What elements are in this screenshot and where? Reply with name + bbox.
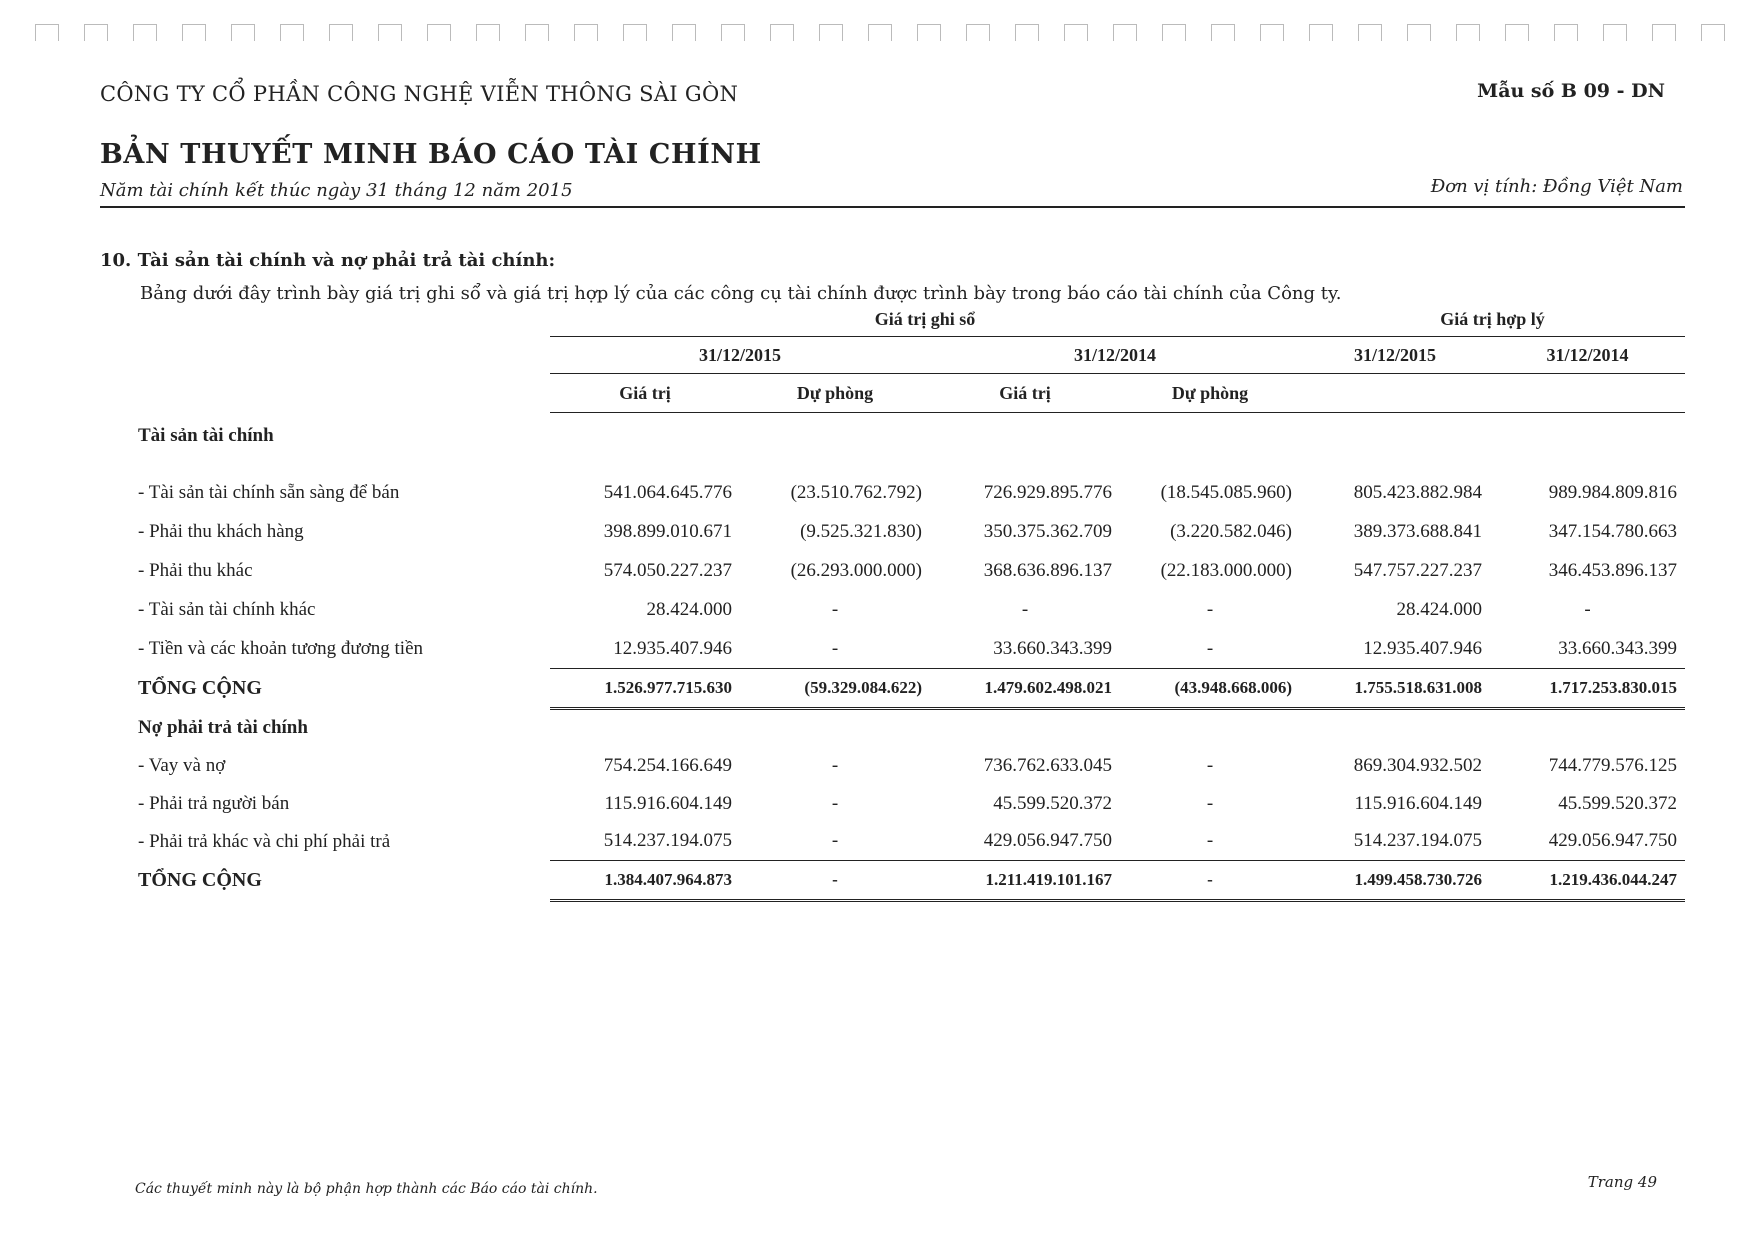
row-label: - Phải trả khác và chi phí phải trả: [138, 830, 391, 852]
cell-value-2015: 754.254.166.649: [603, 754, 732, 776]
cell-value-2015: 12.935.407.946: [550, 630, 740, 669]
cell-value-2014: 368.636.896.137: [983, 560, 1112, 581]
row-label: - Phải thu khách hàng: [138, 521, 304, 542]
assets-heading: Tài sản tài chính: [138, 424, 274, 446]
cell-value-2014: 33.660.343.399: [930, 630, 1120, 669]
total-provision-2015: (59.329.084.622): [740, 669, 930, 709]
header-sub-row: [130, 374, 1685, 413]
header-value-2015: Giá trị: [550, 374, 740, 413]
header-provision-2015: Dự phòng: [740, 374, 930, 413]
cell-fair-2015: 805.423.882.984: [1353, 481, 1483, 503]
total-fair-2015: 1.499.458.730.726: [1300, 861, 1490, 901]
cell-fair-2014: 45.599.520.372: [1558, 792, 1678, 814]
cell-value-2014: 726.929.895.776: [983, 481, 1112, 503]
cell-fair-2014: 989.984.809.816: [1548, 481, 1678, 503]
row-label: - Tài sản tài chính khác: [138, 599, 316, 620]
total-fair-2015: 1.755.518.631.008: [1300, 669, 1490, 709]
cell-fair-2015: 12.935.407.946: [1300, 630, 1490, 669]
company-name: CÔNG TY CỔ PHẦN CÔNG NGHỆ VIỄN THÔNG SÀI GÒN: [100, 82, 739, 106]
header-fair-2014: 31/12/2014: [1490, 337, 1685, 374]
cell-provision-2015: -: [740, 823, 930, 861]
cell-fair-2014: 347.154.780.663: [1548, 521, 1678, 542]
total-value-2015: 1.526.977.715.630: [550, 669, 740, 709]
financial-instruments-table: [130, 302, 1685, 902]
header-divider: [100, 206, 1685, 208]
header-fair-value: Giá trị hợp lý: [1300, 302, 1685, 337]
total-label: TỔNG CỘNG: [138, 869, 262, 891]
cell-value-2014: 429.056.947.750: [930, 823, 1120, 861]
cell-value-2014: -: [1021, 599, 1029, 620]
liabilities-heading: Nợ phải trả tài chính: [138, 716, 308, 738]
header-date-2015: 31/12/2015: [550, 337, 930, 374]
total-label: TỔNG CỘNG: [138, 677, 262, 699]
section-heading: 10. Tài sản tài chính và nợ phải trả tài chính:: [100, 250, 556, 271]
cell-value-2014: 45.599.520.372: [993, 792, 1112, 814]
header-fair-2015: 31/12/2015: [1300, 337, 1490, 374]
section-intro: Bảng dưới đây trình bày giá trị ghi sổ và giá trị hợp lý của các công cụ tài chính được trình bày trong báo cáo tài chính của Công ty.: [140, 283, 1342, 304]
total-fair-2014: 1.717.253.830.015: [1490, 669, 1685, 709]
form-number: Mẫu số B 09 - DN: [1477, 80, 1665, 102]
total-provision-2015: -: [740, 861, 930, 901]
cell-provision-2015: (26.293.000.000): [790, 560, 922, 581]
cell-provision-2015: (9.525.321.830): [800, 521, 922, 542]
cell-value-2015: 574.050.227.237: [603, 560, 732, 581]
cell-fair-2014: 744.779.576.125: [1548, 754, 1678, 776]
cell-provision-2014: -: [1206, 599, 1214, 620]
header-provision-2014: Dự phòng: [1120, 374, 1300, 413]
cell-value-2015: 398.899.010.671: [603, 521, 732, 542]
cell-fair-2015: 514.237.194.075: [1300, 823, 1490, 861]
cell-provision-2014: -: [1206, 754, 1214, 776]
currency-unit: Đơn vị tính: Đồng Việt Nam: [1430, 176, 1683, 197]
cell-provision-2015: -: [831, 792, 839, 814]
cell-value-2015: 115.916.604.149: [604, 792, 732, 814]
header-date-2014: 31/12/2014: [930, 337, 1300, 374]
liabilities-total-row: [130, 861, 1685, 901]
cell-fair-2015: 28.424.000: [1396, 599, 1483, 620]
table-row: [130, 747, 1685, 785]
cell-fair-2014: 33.660.343.399: [1490, 630, 1685, 669]
cell-value-2015: 514.237.194.075: [550, 823, 740, 861]
cell-provision-2014: -: [1206, 792, 1214, 814]
table-row: [130, 473, 1685, 513]
total-value-2015: 1.384.407.964.873: [550, 861, 740, 901]
assets-section-row: [130, 413, 1685, 473]
header-value-2014: Giá trị: [930, 374, 1120, 413]
total-value-2014: 1.479.602.498.021: [930, 669, 1120, 709]
row-label: - Tài sản tài chính sẵn sàng để bán: [138, 481, 400, 503]
fiscal-year: Năm tài chính kết thúc ngày 31 tháng 12 năm 2015: [100, 180, 573, 201]
table-row: [130, 513, 1685, 552]
document-title: BẢN THUYẾT MINH BÁO CÁO TÀI CHÍNH: [100, 139, 762, 170]
total-value-2014: 1.211.419.101.167: [930, 861, 1120, 901]
liabilities-section-row: [130, 709, 1685, 747]
table-row: [130, 823, 1685, 861]
table-row: [130, 785, 1685, 823]
cell-fair-2015: 115.916.604.149: [1354, 792, 1483, 814]
header-carrying-value: Giá trị ghi sổ: [550, 302, 1300, 337]
cell-fair-2014: -: [1584, 599, 1591, 620]
footer-note: Các thuyết minh này là bộ phận hợp thành các Báo cáo tài chính.: [135, 1181, 598, 1197]
cell-fair-2015: 389.373.688.841: [1353, 521, 1483, 542]
cell-value-2015: 541.064.645.776: [603, 481, 732, 503]
assets-total-row: [130, 669, 1685, 709]
table-row: [130, 591, 1685, 630]
total-provision-2014: -: [1120, 861, 1300, 901]
header-group-row: [130, 302, 1685, 337]
cell-provision-2014: (18.545.085.960): [1160, 481, 1293, 503]
cell-provision-2014: -: [1120, 630, 1300, 669]
row-label: - Tiền và các khoản tương đương tiền: [138, 638, 424, 659]
row-label: - Vay và nợ: [138, 754, 226, 776]
punch-hole-strip: [35, 24, 1725, 41]
cell-provision-2014: (22.183.000.000): [1160, 560, 1293, 581]
header-date-row: [130, 337, 1685, 374]
cell-provision-2015: -: [831, 754, 839, 776]
cell-provision-2015: -: [831, 599, 839, 620]
cell-fair-2015: 547.757.227.237: [1353, 560, 1483, 581]
table-row: [130, 630, 1685, 669]
table-row: [130, 552, 1685, 591]
total-fair-2014: 1.219.436.044.247: [1490, 861, 1685, 901]
cell-provision-2015: (23.510.762.792): [790, 481, 922, 503]
cell-provision-2015: -: [740, 630, 930, 669]
row-label: - Phải thu khác: [138, 560, 253, 581]
cell-value-2014: 350.375.362.709: [983, 521, 1112, 542]
cell-fair-2015: 869.304.932.502: [1353, 754, 1483, 776]
cell-provision-2014: (3.220.582.046): [1170, 521, 1293, 542]
cell-value-2015: 28.424.000: [646, 599, 732, 620]
page-number: Trang 49: [1587, 1173, 1657, 1191]
row-label: - Phải trả người bán: [138, 792, 290, 814]
total-provision-2014: (43.948.668.006): [1120, 669, 1300, 709]
cell-provision-2014: -: [1120, 823, 1300, 861]
cell-fair-2014: 346.453.896.137: [1548, 560, 1678, 581]
cell-value-2014: 736.762.633.045: [983, 754, 1112, 776]
cell-fair-2014: 429.056.947.750: [1490, 823, 1685, 861]
